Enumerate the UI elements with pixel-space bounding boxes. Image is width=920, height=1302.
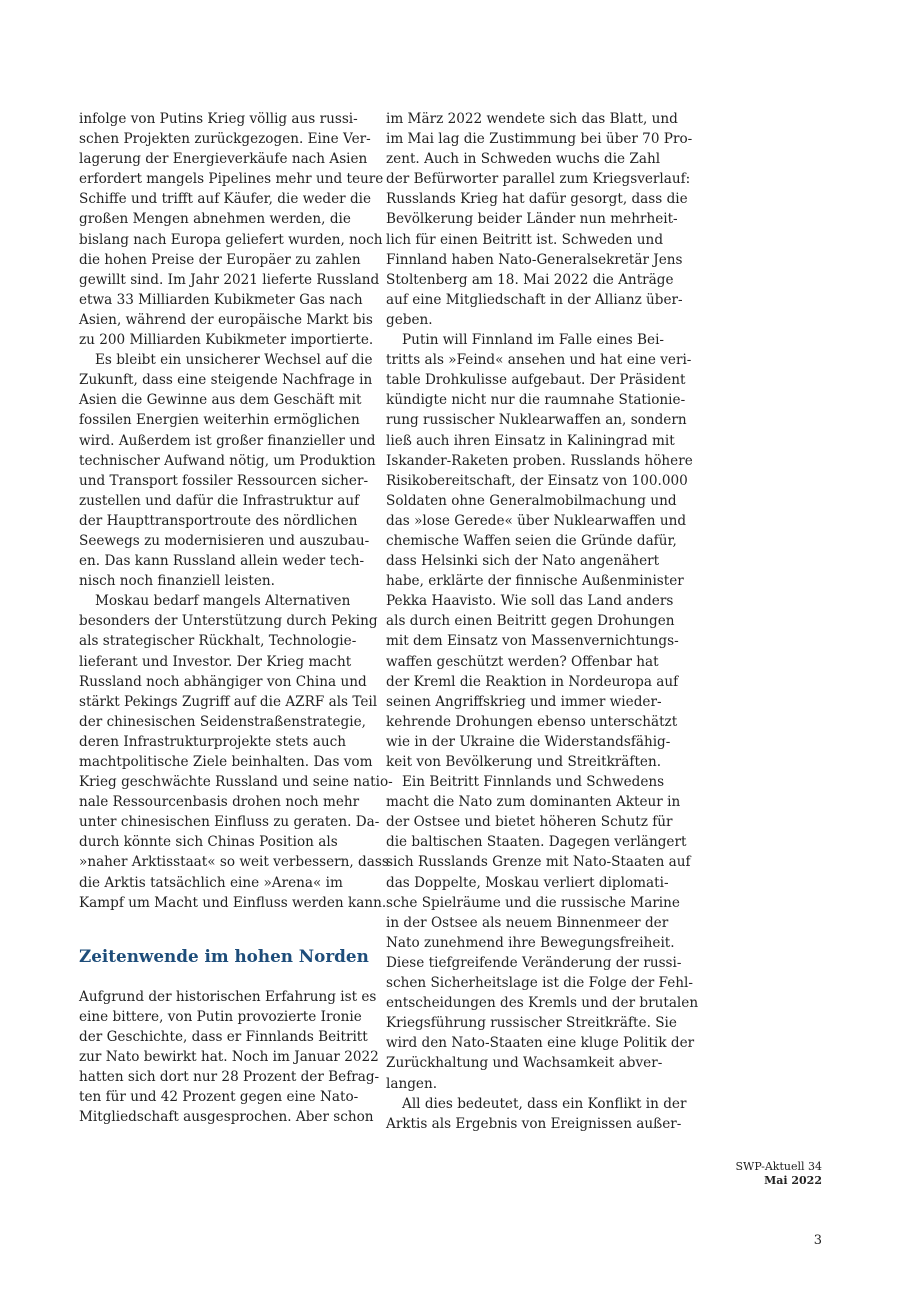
text-line: durch könnte sich Chinas Position als [79, 834, 338, 851]
text-line: Aufgrund der historischen Erfahrung ist es [79, 988, 377, 1005]
text-line: Pekka Haavisto. Wie soll das Land anders [386, 593, 674, 610]
text-line: Kampf um Macht und Einfluss werden kann. [79, 894, 387, 911]
text-line: table Drohkulisse aufgebaut. Der Präsident [386, 372, 686, 389]
text-line: Soldaten ohne Generalmobilmachung und [386, 492, 677, 509]
text-line: lich für einen Beitritt ist. Schweden und [386, 231, 664, 248]
text-line: die hohen Preise der Europäer zu zahlen [79, 251, 361, 268]
paragraph [79, 350, 376, 591]
text-line: eine bittere, von Putin provozierte Ironie [79, 1008, 362, 1025]
text-line: Mitgliedschaft ausgesprochen. Aber schon [79, 1109, 374, 1126]
text-line: zur Nato bewirkt hat. Noch im Januar 2022 [79, 1049, 379, 1066]
text-line: Schiffe und trifft auf Käufer, die weder die [79, 191, 372, 208]
text-line: unter chinesischen Einfluss zu geraten. Da- [79, 814, 380, 831]
text-line: der Befürworter parallel zum Kriegsverlauf: [386, 171, 691, 188]
text-line: sich Russlands Grenze mit Nato-Staaten auf [386, 854, 691, 871]
text-line: Seewegs zu modernisieren und auszubau- [79, 532, 370, 549]
paragraph [386, 772, 699, 1094]
text-line: kündigte nicht nur die raumnahe Stationie- [386, 392, 686, 409]
text-line: erfordert mangels Pipelines mehr und teure [79, 171, 384, 188]
text-line: etwa 33 Milliarden Kubikmeter Gas nach [79, 291, 363, 308]
text-line: zustellen und dafür die Infrastruktur auf [79, 492, 360, 509]
text-line: im März 2022 wendete sich das Blatt, und [386, 111, 678, 127]
text-line: wie in der Ukraine die Widerstandsfähig- [386, 733, 671, 750]
text-line: stärkt Pekings Zugriff auf die AZRF als Teil [79, 693, 378, 710]
text-line: besonders der Unterstützung durch Peking [79, 613, 378, 630]
text-line: der Haupttransportroute des nördlichen [79, 512, 358, 529]
text-line: die baltischen Staaten. Dagegen verlängert [386, 834, 687, 851]
text-line: Ein Beitritt Finnlands und Schwedens [402, 774, 665, 791]
text-line: »naher Arktisstaat« so weit verbessern, dass [79, 854, 389, 871]
text-line: sche Spielräume und die russische Marine [386, 894, 680, 911]
paragraph [386, 330, 693, 772]
text-line: wird. Außerdem ist großer finanzieller und [79, 432, 376, 449]
paragraph [386, 109, 693, 330]
text-line: kehrende Drohungen ebenso unterschätzt [386, 713, 678, 730]
text-line: ten für und 42 Prozent gegen eine Nato- [79, 1089, 359, 1106]
text-line: lieferant und Investor. Der Krieg macht [79, 653, 352, 670]
text-line: macht die Nato zum dominanten Akteur in [386, 794, 681, 811]
paragraph [79, 591, 393, 913]
text-line: chemische Waffen seien die Gründe dafür, [386, 532, 677, 549]
text-line: fossilen Energien weiterhin ermöglichen [79, 412, 360, 429]
text-line: und Transport fossiler Ressourcen sicher- [79, 472, 369, 489]
text-line: dass Helsinki sich der Nato angenähert [386, 553, 660, 570]
text-line: Russland noch abhängiger von China und [79, 673, 367, 690]
text-line: machtpolitische Ziele beinhalten. Das vom [79, 754, 373, 770]
text-line: der chinesischen Seidenstraßenstrategie, [79, 713, 366, 730]
text-line: Nato zunehmend ihre Bewegungsfreiheit. [386, 934, 675, 951]
text-line: technischer Aufwand nötig, um Produktion [79, 452, 376, 469]
section-heading: Zeitenwende im hohen Norden [79, 945, 369, 966]
text-line: tritts als »Feind« ansehen und hat eine veri- [386, 352, 692, 369]
text-line: geben. [386, 311, 433, 328]
text-line: langen. [386, 1075, 438, 1092]
publication-info [735, 1160, 822, 1188]
text-line: auf eine Mitgliedschaft in der Allianz über- [386, 291, 683, 308]
text-line: das Doppelte, Moskau verliert diplomati- [386, 874, 669, 891]
text-line: nale Ressourcenbasis drohen noch mehr [79, 794, 360, 811]
text-line: seinen Angriffskrieg und immer wieder- [386, 693, 662, 710]
text-line: Finnland haben Nato-Generalsekretär Jens [386, 251, 683, 268]
paragraph [386, 1094, 687, 1134]
right-column [386, 109, 699, 1134]
text-line: hatten sich dort nur 28 Prozent der Befrag- [79, 1069, 380, 1086]
text-line: Moskau bedarf mangels Alternativen [95, 593, 351, 610]
text-line: zu 200 Milliarden Kubikmeter importierte. [79, 332, 374, 349]
text-line: lagerung der Energieverkäufe nach Asien [79, 151, 368, 168]
text-line: das »lose Gerede« über Nuklearwaffen und [386, 512, 687, 529]
text-line: en. Das kann Russland allein weder tech- [79, 553, 365, 570]
text-line: Diese tiefgreifende Veränderung der russi- [386, 954, 682, 971]
text-line: entscheidungen des Kremls und der brutalen [386, 995, 699, 1012]
text-line: waffen geschützt werden? Offenbar hat [386, 653, 659, 670]
text-line: Es bleibt ein unsicherer Wechsel auf die [95, 352, 373, 369]
text-line: die Arktis tatsächlich eine »Arena« im [79, 874, 343, 891]
text-line: Putin will Finnland im Falle eines Bei- [402, 332, 665, 349]
paragraph [79, 987, 380, 1128]
text-line: Iskander-Raketen proben. Russlands höhere [386, 452, 693, 469]
text-line: in der Ostsee als neuem Binnenmeer der [386, 914, 669, 931]
text-line: infolge von Putins Krieg völlig aus russi- [79, 111, 358, 127]
text-line: Zukunft, dass eine steigende Nachfrage in [79, 372, 373, 389]
text-line: der Kreml die Reaktion in Nordeuropa auf [386, 673, 679, 690]
text-line: Bevölkerung beider Länder nun mehrheit- [386, 211, 678, 228]
text-line: All dies bedeutet, dass ein Konflikt in der [402, 1095, 687, 1112]
left-column [79, 109, 393, 1127]
text-line: gewillt sind. Im Jahr 2021 lieferte Russland [79, 271, 380, 288]
page-number: 3 [813, 1233, 822, 1248]
text-line: Zurückhaltung und Wachsamkeit abver- [386, 1055, 663, 1072]
text-line: der Geschichte, dass er Finnlands Beitritt [79, 1028, 368, 1045]
paragraph [79, 109, 384, 350]
text-line: als strategischer Rückhalt, Technologie- [79, 633, 357, 650]
publication-date: Mai 2022 [764, 1174, 822, 1187]
text-line: großen Mengen abnehmen werden, die [79, 211, 351, 228]
text-line: Russlands Krieg hat dafür gesorgt, dass die [386, 191, 688, 208]
text-line: im Mai lag die Zustimmung bei über 70 Pro- [386, 131, 693, 148]
text-line: nisch noch finanziell leisten. [79, 573, 275, 590]
text-line: wird den Nato-Staaten eine kluge Politik der [386, 1035, 695, 1052]
text-line: bislang nach Europa geliefert wurden, noch [79, 231, 383, 248]
text-line: als durch einen Beitritt gegen Drohungen [386, 613, 675, 630]
text-line: zent. Auch in Schweden wuchs die Zahl [386, 151, 661, 168]
text-line: deren Infrastrukturprojekte stets auch [79, 733, 346, 750]
text-line: Asien die Gewinne aus dem Geschäft mit [79, 392, 362, 409]
text-line: Krieg geschwächte Russland und seine natio- [79, 774, 393, 791]
text-line: Arktis als Ergebnis von Ereignissen außer- [386, 1115, 682, 1132]
text-line: mit dem Einsatz von Massenvernichtungs- [386, 633, 679, 650]
text-line: keit von Bevölkerung und Streitkräften. [386, 754, 662, 770]
text-line: schen Projekten zurückgezogen. Eine Ver- [79, 131, 371, 148]
text-line: Kriegsführung russischer Streitkräfte. Sie [386, 1015, 677, 1032]
text-line: rung russischer Nuklearwaffen an, sondern [386, 412, 687, 429]
text-line: habe, erklärte der finnische Außenminister [386, 573, 684, 590]
text-line: der Ostsee und bietet höheren Schutz für [386, 814, 673, 831]
publication-name: SWP-Aktuell 34 [735, 1160, 822, 1173]
text-line: Risikobereitschaft, der Einsatz von 100.000 [386, 472, 688, 489]
text-line: ließ auch ihren Einsatz in Kaliningrad mit [386, 432, 675, 449]
text-line: Asien, während der europäische Markt bis [79, 311, 373, 328]
text-line: schen Sicherheitslage ist die Folge der Fehl- [386, 975, 693, 992]
text-line: Stoltenberg am 18. Mai 2022 die Anträge [386, 271, 674, 288]
